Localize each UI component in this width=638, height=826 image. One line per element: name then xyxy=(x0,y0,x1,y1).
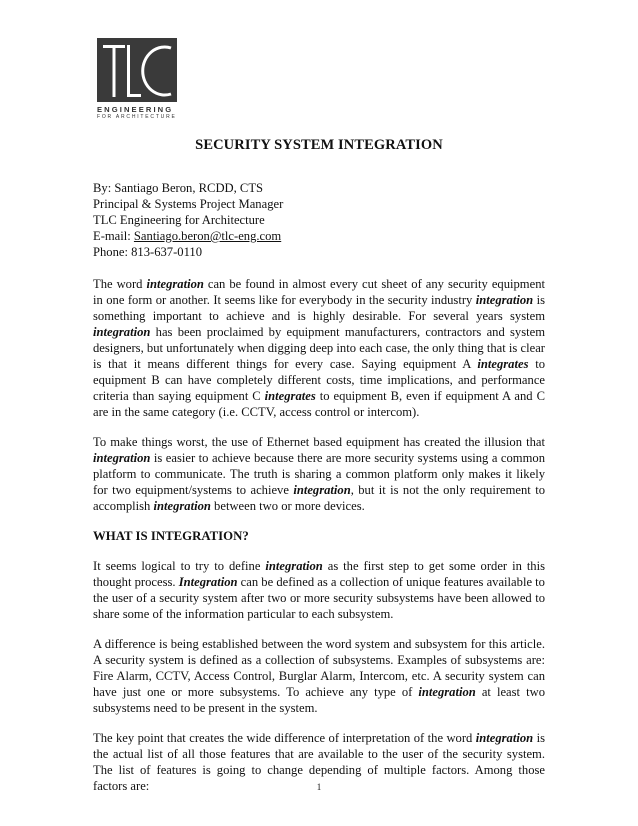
emphasized-term: integration xyxy=(153,499,211,513)
paragraph-text: A difference is being established between the word system and subsystem for this article. A security system is defined as a collection of subsystems. Examples of subsystems are: Fire Alarm, CCTV, Access Control, Burglar Alarm, Intercom, etc. A security system can have just one or more subsystems. To achieve any type of xyxy=(93,637,545,699)
paragraph-text: to equipment B, even if equipment A and C are in the same category (i.e. CCTV, access control or intercom). xyxy=(93,389,545,419)
author-name: By: Santiago Beron, RCDD, CTS xyxy=(93,181,264,195)
email-label: E-mail: xyxy=(93,229,134,243)
paragraph-text: is easier to achieve because there are more security systems using a common platform to communicate. The truth is sharing a common platform only makes it likely for two equipment/systems to achieve xyxy=(93,451,545,497)
paragraph-text: as the first step to get some order in this thought process. xyxy=(93,559,546,589)
document-title: SECURITY SYSTEM INTEGRATION xyxy=(195,137,443,153)
author-phone: Phone: 813-637-0110 xyxy=(93,245,203,259)
emphasized-term: integration xyxy=(293,483,351,497)
company-logo xyxy=(97,38,177,120)
tlc-logo-mark xyxy=(97,38,177,102)
document-body xyxy=(93,180,545,808)
email-link[interactable]: Santiago.beron@tlc-eng.com xyxy=(133,229,282,243)
emphasized-term: integration xyxy=(93,325,151,339)
paragraph-2 xyxy=(93,434,545,514)
emphasized-term: integration xyxy=(475,293,534,307)
paragraph-text: can be defined as a collection of unique features available to the user of a security system after two or more security subsystems have been allowed to share some of the information particular to each subsystem. xyxy=(93,575,545,621)
paragraph-text: , but it is not the only requirement to accomplish xyxy=(93,483,545,513)
paragraph-4 xyxy=(93,636,545,716)
paragraph-1 xyxy=(93,276,545,420)
paragraph-text: It seems logical to try to define xyxy=(93,559,266,573)
author-role: Principal & Systems Project Manager xyxy=(93,197,284,211)
emphasized-term: integration xyxy=(265,559,323,573)
emphasized-term: integration xyxy=(93,451,151,465)
paragraph-text: The word xyxy=(93,277,147,291)
paragraph-text: The key point that creates the wide difference of interpretation of the word xyxy=(93,731,476,745)
paragraph-text: is something important to achieve and is highly desirable. For several years system xyxy=(93,293,545,323)
emphasized-term: integrates xyxy=(477,357,529,371)
author-block xyxy=(93,180,545,260)
paragraph-text: to equipment B can have completely different costs, time implications, and performance criteria than saying equipment C xyxy=(93,357,545,403)
paragraph-text: has been proclaimed by equipment manufacturers, contractors and system designers, but unfortunately when digging deep into each case, the only thing that is clear is that it means different things for every case. Saying equipment A xyxy=(93,325,545,371)
author-email-line xyxy=(93,228,545,244)
section-heading: WHAT IS INTEGRATION? xyxy=(93,529,249,543)
paragraph-text: To make things worst, the use of Ethernet based equipment has created the illusion that xyxy=(93,435,545,449)
logo-engineering-text: ENGINEERING xyxy=(97,105,174,114)
paragraph-text: at least two subsystems need to be present in the system. xyxy=(93,685,545,715)
page-number: 1 xyxy=(316,782,322,792)
emphasized-term: integration xyxy=(418,685,476,699)
emphasized-term: integration xyxy=(475,731,534,745)
logo-architecture-text: FOR ARCHITECTURE xyxy=(97,114,177,120)
paragraph-text: between two or more devices. xyxy=(210,499,365,513)
emphasized-term: integration xyxy=(146,277,204,291)
author-company: TLC Engineering for Architecture xyxy=(93,213,265,227)
emphasized-term: Integration xyxy=(178,575,238,589)
paragraph-text: is the actual list of all those features that are available to the user of the security system. The list of features is going to change depending of multiple factors. Among those factors are: xyxy=(93,731,545,793)
paragraph-text: can be found in almost every cut sheet of any security equipment in one form or another. It seems like for everybody in the security industry xyxy=(93,277,545,307)
paragraph-3 xyxy=(93,558,545,622)
emphasized-term: integrates xyxy=(264,389,316,403)
